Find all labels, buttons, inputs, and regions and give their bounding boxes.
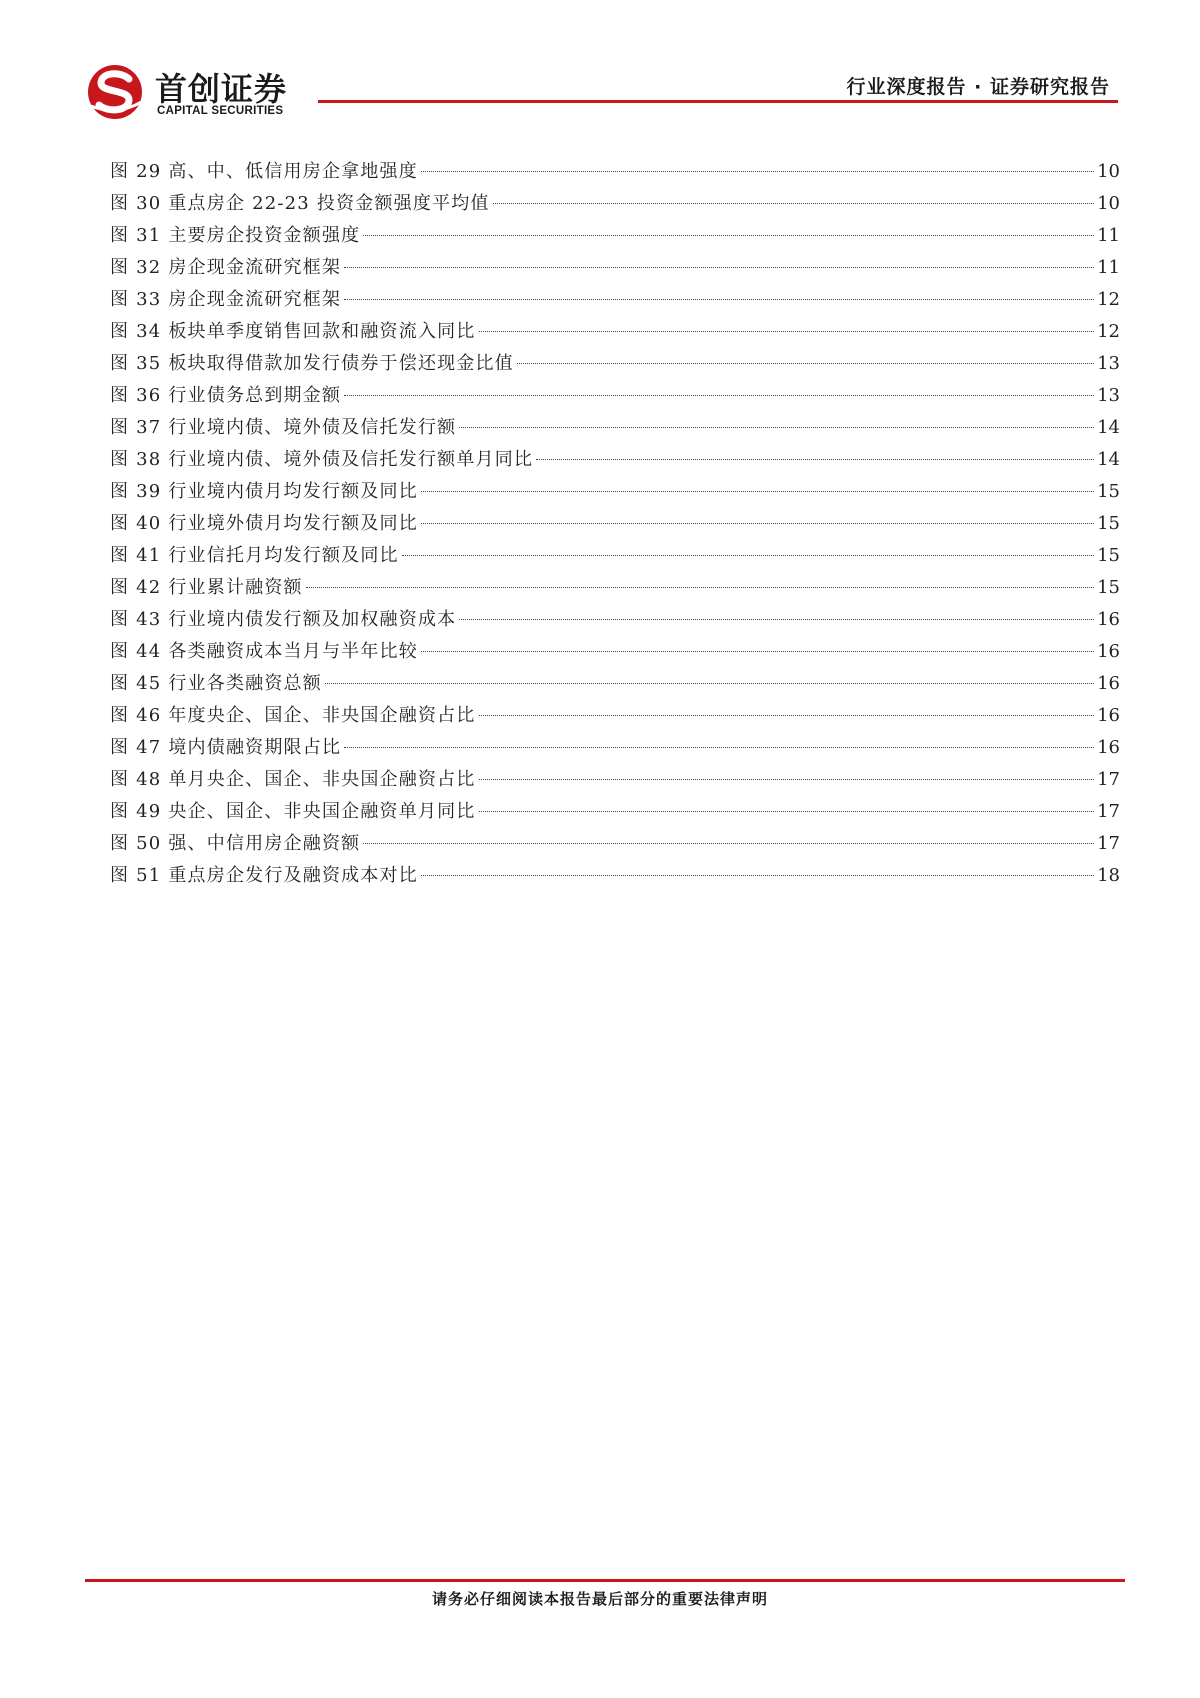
toc-entry[interactable] bbox=[110, 828, 1120, 860]
toc-entry-page-number[interactable]: 11 bbox=[1097, 225, 1120, 246]
toc-dot-leader bbox=[536, 459, 1094, 460]
toc-entry-title[interactable]: 图 47 境内债融资期限占比 bbox=[110, 737, 342, 758]
toc-dot-leader bbox=[325, 683, 1094, 684]
toc-dot-leader bbox=[306, 587, 1094, 588]
toc-dot-leader bbox=[363, 235, 1094, 236]
toc-dot-leader bbox=[363, 843, 1094, 844]
toc-dot-leader bbox=[479, 779, 1095, 780]
toc-dot-leader bbox=[344, 747, 1094, 748]
toc-entry-title[interactable]: 图 40 行业境外债月均发行额及同比 bbox=[110, 513, 418, 534]
toc-entry-page-number[interactable]: 16 bbox=[1097, 737, 1120, 758]
toc-entry-page-number[interactable]: 13 bbox=[1097, 385, 1120, 406]
toc-entry[interactable] bbox=[110, 796, 1120, 828]
toc-entry-page-number[interactable]: 16 bbox=[1097, 673, 1120, 694]
toc-entry[interactable] bbox=[110, 348, 1120, 380]
toc-dot-leader bbox=[344, 267, 1094, 268]
toc-entry-page-number[interactable]: 10 bbox=[1097, 193, 1120, 214]
toc-entry-title[interactable]: 图 49 央企、国企、非央国企融资单月同比 bbox=[110, 801, 476, 822]
footer-divider bbox=[85, 1579, 1125, 1582]
toc-dot-leader bbox=[421, 523, 1094, 524]
toc-entry-title[interactable]: 图 35 板块取得借款加发行债券于偿还现金比值 bbox=[110, 353, 514, 374]
report-type-label: 行业深度报告 · 证券研究报告 bbox=[846, 76, 1110, 98]
figure-index-list bbox=[110, 156, 1120, 892]
toc-entry-title[interactable]: 图 31 主要房企投资金额强度 bbox=[110, 225, 361, 246]
toc-entry[interactable] bbox=[110, 380, 1120, 412]
toc-entry[interactable] bbox=[110, 860, 1120, 892]
toc-dot-leader bbox=[344, 395, 1094, 396]
toc-entry-title[interactable]: 图 34 板块单季度销售回款和融资流入同比 bbox=[110, 321, 476, 342]
toc-dot-leader bbox=[459, 427, 1094, 428]
toc-entry[interactable] bbox=[110, 476, 1120, 508]
toc-dot-leader bbox=[421, 651, 1094, 652]
toc-entry[interactable] bbox=[110, 604, 1120, 636]
toc-entry-title[interactable]: 图 30 重点房企 22-23 投资金额强度平均值 bbox=[110, 193, 490, 214]
toc-entry[interactable] bbox=[110, 764, 1120, 796]
toc-dot-leader bbox=[479, 811, 1095, 812]
toc-entry[interactable] bbox=[110, 540, 1120, 572]
capital-securities-logo-icon bbox=[85, 62, 145, 122]
company-logo bbox=[85, 60, 325, 120]
toc-entry[interactable] bbox=[110, 252, 1120, 284]
toc-entry-title[interactable]: 图 36 行业债务总到期金额 bbox=[110, 385, 342, 406]
toc-entry-title[interactable]: 图 46 年度央企、国企、非央国企融资占比 bbox=[110, 705, 476, 726]
toc-dot-leader bbox=[421, 171, 1094, 172]
toc-entry-page-number[interactable]: 11 bbox=[1097, 257, 1120, 278]
toc-entry-title[interactable]: 图 29 高、中、低信用房企拿地强度 bbox=[110, 161, 418, 182]
header-divider bbox=[318, 100, 1118, 103]
toc-entry-title[interactable]: 图 33 房企现金流研究框架 bbox=[110, 289, 342, 310]
toc-entry-page-number[interactable]: 17 bbox=[1097, 801, 1120, 822]
toc-entry-page-number[interactable]: 10 bbox=[1097, 161, 1120, 182]
toc-dot-leader bbox=[421, 875, 1094, 876]
logo-chinese-name: 首创证券 bbox=[155, 70, 288, 108]
toc-dot-leader bbox=[459, 619, 1094, 620]
toc-entry-title[interactable]: 图 32 房企现金流研究框架 bbox=[110, 257, 342, 278]
toc-entry-title[interactable]: 图 50 强、中信用房企融资额 bbox=[110, 833, 361, 854]
toc-dot-leader bbox=[421, 491, 1094, 492]
toc-entry-page-number[interactable]: 12 bbox=[1097, 321, 1120, 342]
toc-entry-page-number[interactable]: 16 bbox=[1097, 641, 1120, 662]
toc-dot-leader bbox=[517, 363, 1094, 364]
toc-entry-title[interactable]: 图 38 行业境内债、境外债及信托发行额单月同比 bbox=[110, 449, 534, 470]
toc-entry[interactable] bbox=[110, 156, 1120, 188]
toc-entry[interactable] bbox=[110, 636, 1120, 668]
toc-entry-title[interactable]: 图 41 行业信托月均发行额及同比 bbox=[110, 545, 399, 566]
toc-dot-leader bbox=[479, 715, 1095, 716]
toc-dot-leader bbox=[479, 331, 1095, 332]
toc-entry-page-number[interactable]: 15 bbox=[1097, 513, 1120, 534]
toc-entry-title[interactable]: 图 42 行业累计融资额 bbox=[110, 577, 303, 598]
toc-entry[interactable] bbox=[110, 220, 1120, 252]
toc-entry-title[interactable]: 图 45 行业各类融资总额 bbox=[110, 673, 322, 694]
toc-entry-page-number[interactable]: 17 bbox=[1097, 833, 1120, 854]
toc-entry-title[interactable]: 图 39 行业境内债月均发行额及同比 bbox=[110, 481, 418, 502]
toc-dot-leader bbox=[493, 203, 1094, 204]
toc-entry-page-number[interactable]: 12 bbox=[1097, 289, 1120, 310]
toc-entry[interactable] bbox=[110, 732, 1120, 764]
legal-disclaimer: 请务必仔细阅读本报告最后部分的重要法律声明 bbox=[431, 1590, 768, 1608]
toc-entry-title[interactable]: 图 43 行业境内债发行额及加权融资成本 bbox=[110, 609, 457, 630]
toc-entry-page-number[interactable]: 15 bbox=[1097, 481, 1120, 502]
toc-entry-page-number[interactable]: 17 bbox=[1097, 769, 1120, 790]
toc-entry-page-number[interactable]: 13 bbox=[1097, 353, 1120, 374]
toc-entry-page-number[interactable]: 18 bbox=[1097, 865, 1120, 886]
toc-entry[interactable] bbox=[110, 284, 1120, 316]
toc-entry[interactable] bbox=[110, 508, 1120, 540]
toc-entry-page-number[interactable]: 14 bbox=[1097, 417, 1120, 438]
toc-entry[interactable] bbox=[110, 668, 1120, 700]
toc-entry-page-number[interactable]: 16 bbox=[1097, 705, 1120, 726]
toc-dot-leader bbox=[344, 299, 1094, 300]
toc-entry[interactable] bbox=[110, 700, 1120, 732]
toc-entry-title[interactable]: 图 51 重点房企发行及融资成本对比 bbox=[110, 865, 418, 886]
toc-entry-page-number[interactable]: 14 bbox=[1097, 449, 1120, 470]
logo-english-name: CAPITAL SECURITIES bbox=[157, 105, 284, 117]
toc-entry-title[interactable]: 图 48 单月央企、国企、非央国企融资占比 bbox=[110, 769, 476, 790]
toc-entry-page-number[interactable]: 15 bbox=[1097, 577, 1120, 598]
toc-entry[interactable] bbox=[110, 572, 1120, 604]
toc-entry-title[interactable]: 图 44 各类融资成本当月与半年比较 bbox=[110, 641, 418, 662]
toc-entry[interactable] bbox=[110, 316, 1120, 348]
toc-entry[interactable] bbox=[110, 412, 1120, 444]
toc-entry-page-number[interactable]: 15 bbox=[1097, 545, 1120, 566]
toc-entry[interactable] bbox=[110, 444, 1120, 476]
toc-entry-title[interactable]: 图 37 行业境内债、境外债及信托发行额 bbox=[110, 417, 457, 438]
toc-dot-leader bbox=[402, 555, 1094, 556]
toc-entry-page-number[interactable]: 16 bbox=[1097, 609, 1120, 630]
toc-entry[interactable] bbox=[110, 188, 1120, 220]
